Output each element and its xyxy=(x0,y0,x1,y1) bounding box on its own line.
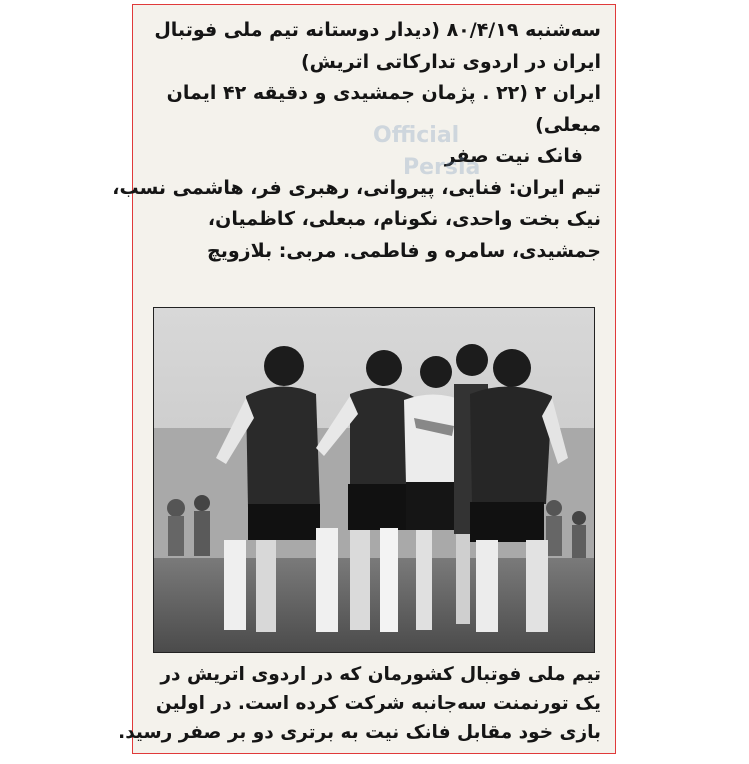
watermark xyxy=(355,123,505,243)
team-photo-image xyxy=(154,308,595,653)
newspaper-clipping xyxy=(112,4,616,754)
caption-line: تیم ملی فوتبال کشورمان که در اردوی اتریش در xyxy=(160,664,601,685)
watermark-line: Persia xyxy=(403,155,481,180)
photo-caption xyxy=(118,660,601,747)
team-photo xyxy=(153,307,595,653)
report-line: نیک بخت واحدی، نکونام، مبعلی، کاظمیان، xyxy=(207,208,601,230)
report-line: سه‌شنبه ۸۰/۴/۱۹ (دیدار دوستانه تیم ملی فوتبال xyxy=(154,19,601,41)
caption-line: یک تورنمنت سه‌جانبه شرکت کرده است. در اولین xyxy=(155,693,601,714)
report-line: مبعلی) xyxy=(535,113,601,136)
report-line: تیم ایران: فنایی، پیروانی، رهبری فر، هاشمی نسب، xyxy=(112,176,601,199)
caption-line: بازی خود مقابل فانک نیت به برتری دو بر صفر رسید. xyxy=(118,722,601,743)
watermark-line: Official xyxy=(373,123,460,148)
report-line: فانک نیت صفر xyxy=(444,145,583,167)
report-line: ایران ۲ (۲۲ . پژمان جمشیدی و دقیقه ۴۲ ایمان xyxy=(166,82,601,104)
report-line: جمشیدی، سامره و فاطمی. مربی: بلازویچ xyxy=(207,239,601,262)
report-line: ایران در اردوی تدارکاتی اتریش) xyxy=(300,50,601,73)
